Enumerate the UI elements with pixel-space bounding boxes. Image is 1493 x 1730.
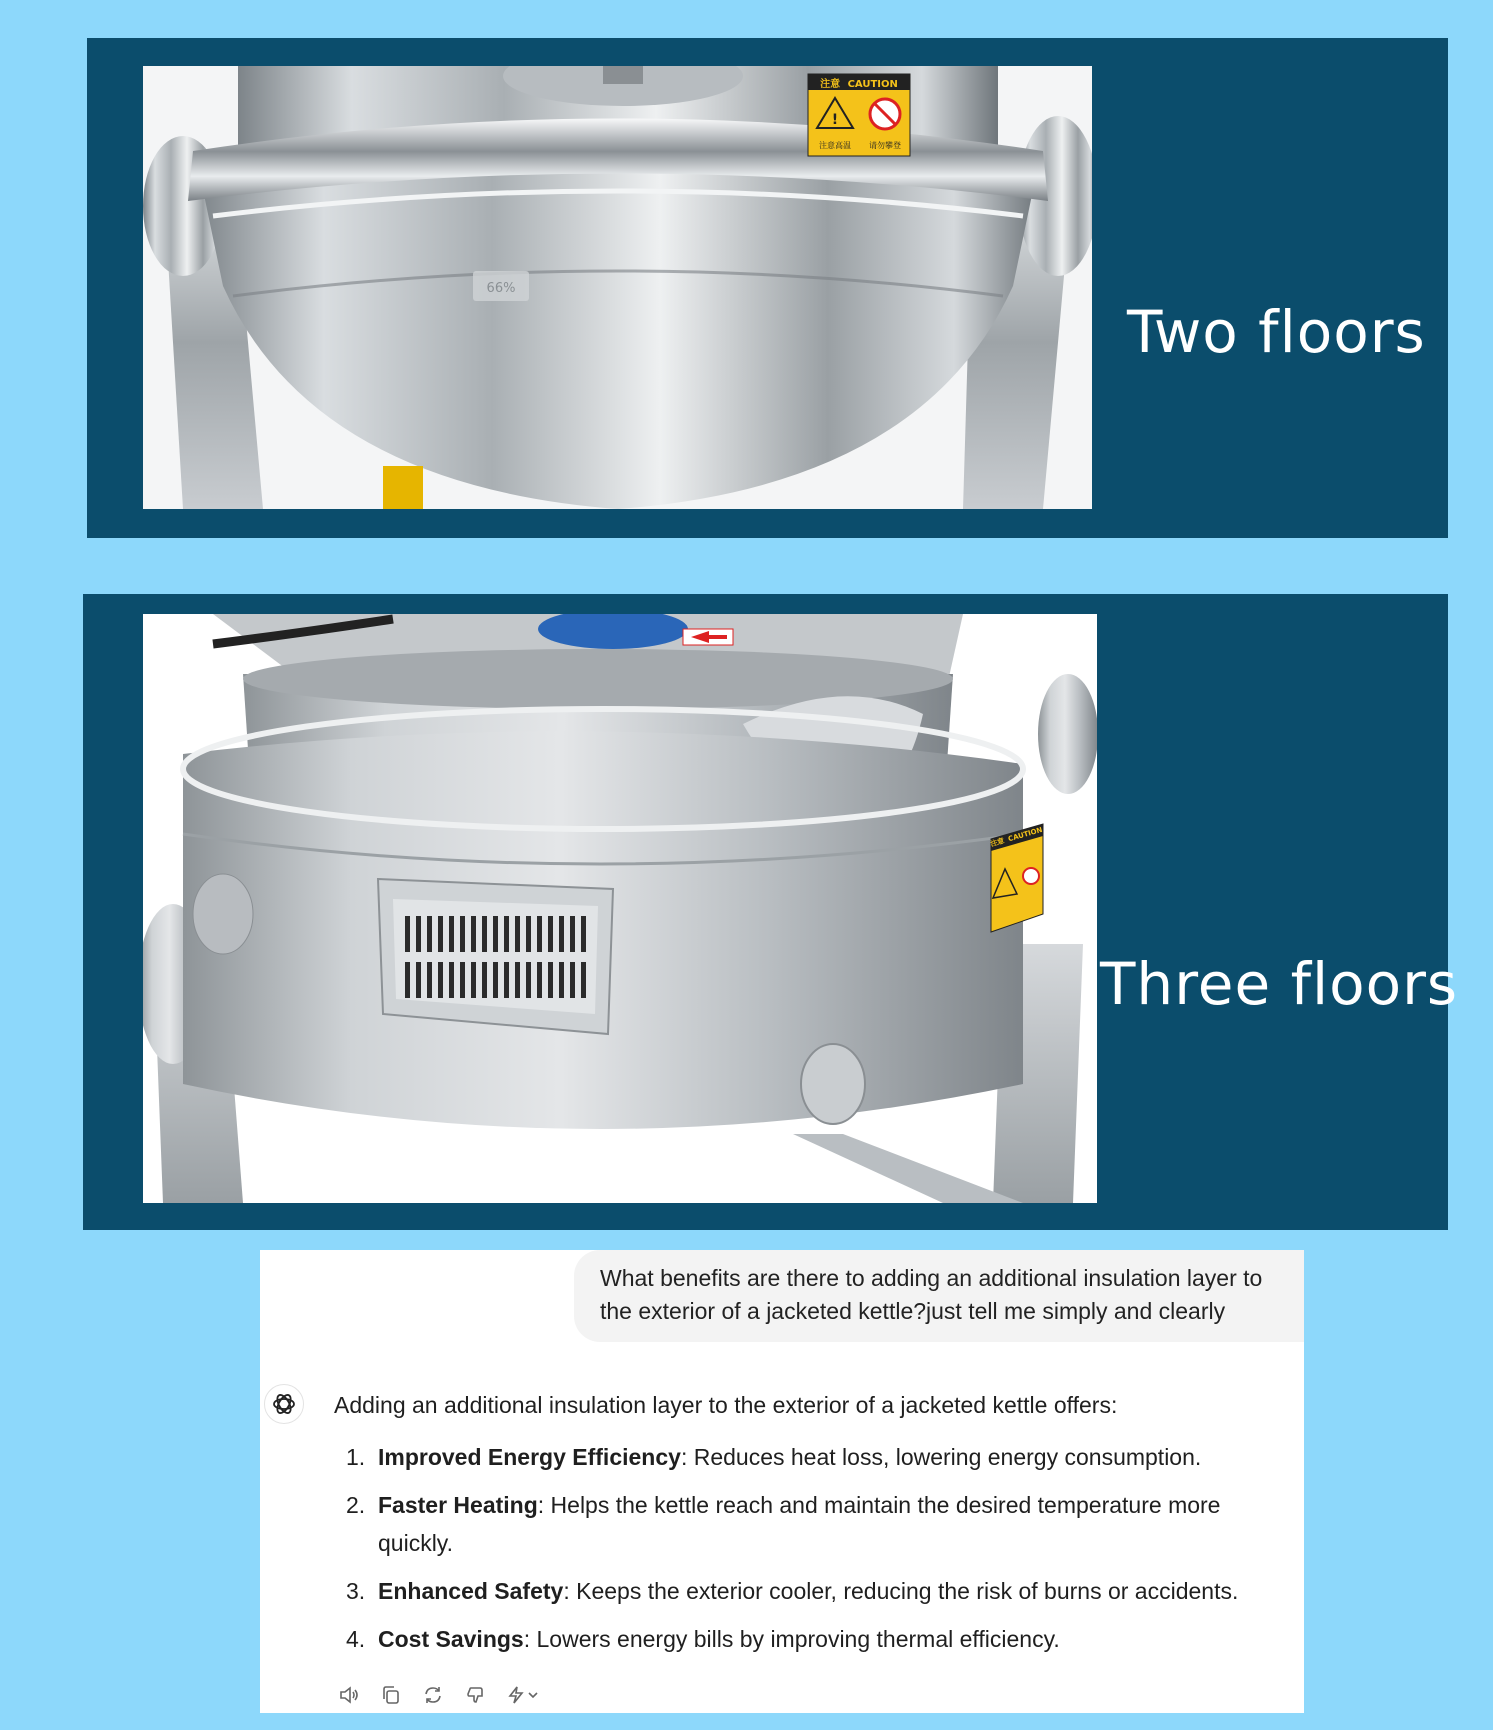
list-number: 2. (346, 1492, 366, 1518)
vent-slot (526, 916, 531, 952)
svg-text:!: ! (831, 112, 839, 128)
vent-slot (416, 962, 421, 998)
vent-slot (559, 962, 564, 998)
vent-slot (493, 962, 498, 998)
list-text: : Reduces heat loss, lowering energy consumption. (680, 1444, 1202, 1470)
vent-slot (570, 962, 575, 998)
list-item (334, 1438, 1274, 1476)
list-term: Improved Energy Efficiency (378, 1444, 681, 1470)
copy-icon[interactable] (378, 1682, 404, 1708)
list-term: Enhanced Safety (378, 1578, 564, 1604)
answer-list (334, 1438, 1274, 1668)
caution-cn-text: 注意 (989, 836, 1006, 849)
warning-cn-left: 注意高温 (819, 141, 851, 150)
vent-slot (493, 916, 498, 952)
caution-sign (808, 74, 910, 156)
vent-slot (460, 916, 465, 952)
caution-cn-text: 注意 (820, 79, 841, 90)
vent-slot (515, 962, 520, 998)
vent-slot (581, 962, 586, 998)
floor-label-two: Two floors (1127, 298, 1426, 366)
list-number: 3. (346, 1578, 366, 1604)
list-text: : Helps the kettle reach and maintain the desired temperature more quickly. (378, 1492, 1221, 1556)
message-actions (336, 1682, 544, 1708)
vent-slot (537, 962, 542, 998)
vent-slot (570, 916, 575, 952)
vent-slot (559, 916, 564, 952)
list-number: 1. (346, 1444, 366, 1470)
openai-logo-icon (271, 1391, 297, 1417)
vent-slot (416, 916, 421, 952)
vent-slot (427, 916, 432, 952)
caution-sign (989, 824, 1043, 932)
vent-slot (405, 962, 410, 998)
svg-text:注意 CAUTION (820, 77, 898, 90)
read-aloud-icon[interactable] (336, 1682, 362, 1708)
vent-slot (449, 962, 454, 998)
vent-slot (515, 916, 520, 952)
list-item (334, 1572, 1274, 1610)
vent-slot (438, 916, 443, 952)
vent-slot (471, 962, 476, 998)
regenerate-icon[interactable] (420, 1682, 446, 1708)
vent-slot (460, 962, 465, 998)
vent-slot (427, 962, 432, 998)
list-term: Cost Savings (378, 1626, 524, 1652)
vent-slot (482, 962, 487, 998)
panel-two-floors (87, 38, 1448, 538)
kettle-photo-three-floors (143, 614, 1097, 1203)
kettle-photo-two-floors (143, 66, 1092, 509)
vent-slot (449, 916, 454, 952)
vent-slot (526, 962, 531, 998)
chat-screenshot (260, 1250, 1304, 1713)
caution-text: CAUTION (1007, 825, 1044, 844)
thumbs-down-icon[interactable] (462, 1682, 488, 1708)
vent-grille (378, 879, 613, 1034)
vent-slot (548, 962, 553, 998)
list-item (334, 1620, 1274, 1658)
user-message-bubble: What benefits are there to adding an additional insulation layer to the exterior of a jacketed kettle?just tell me simply and clearly (574, 1250, 1304, 1342)
vent-slot (438, 962, 443, 998)
list-text: : Keeps the exterior cooler, reducing the risk of burns or accidents. (563, 1578, 1239, 1604)
floor-label-three: Three floors (1100, 950, 1459, 1018)
list-term: Faster Heating (378, 1492, 538, 1518)
vent-slot (482, 916, 487, 952)
vent-slot (471, 916, 476, 952)
panel-three-floors (83, 594, 1459, 1230)
list-item (334, 1486, 1274, 1562)
assistant-avatar (264, 1384, 304, 1424)
model-switch-icon[interactable] (504, 1682, 544, 1708)
warning-cn-right: 请勿攀登 (869, 141, 901, 150)
photo-zoom-overlay: 66% (486, 281, 516, 296)
list-text: : Lowers energy bills by improving thermal efficiency. (523, 1626, 1060, 1652)
answer-intro: Adding an additional insulation layer to the exterior of a jacketed kettle offers: (334, 1392, 1118, 1418)
caution-text: CAUTION (847, 79, 898, 90)
vent-slot (581, 916, 586, 952)
vent-slot (504, 916, 509, 952)
vent-slot (405, 916, 410, 952)
vent-slot (504, 962, 509, 998)
vent-slot (548, 916, 553, 952)
vent-slot (537, 916, 542, 952)
list-number: 4. (346, 1626, 366, 1652)
